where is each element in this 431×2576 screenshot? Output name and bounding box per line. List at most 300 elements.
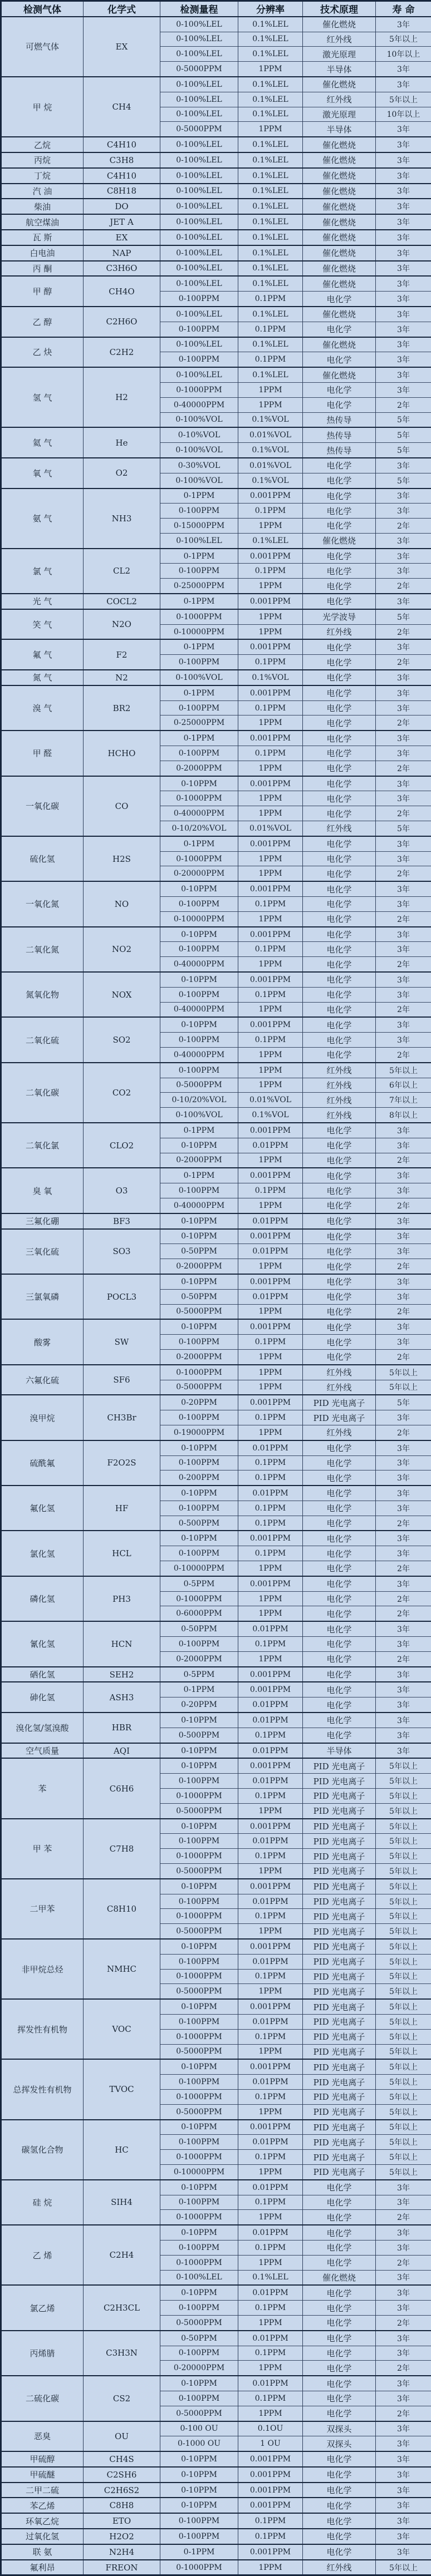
principle-cell: 红外线 (303, 821, 376, 836)
principle-cell: 电化学 (303, 564, 376, 579)
range-cell: 0-25000PPM (160, 715, 238, 731)
resolution-cell: 1PPM (238, 806, 303, 821)
range-cell: 0-50PPM (160, 1244, 238, 1259)
range-cell: 0-10PPM (160, 1713, 238, 1728)
principle-cell: 催化燃烧 (303, 533, 376, 548)
range-cell: 0-100PPM (160, 2135, 238, 2150)
principle-cell: 电化学 (303, 1501, 376, 1516)
lifespan-cell: 5年以上 (376, 2104, 431, 2119)
gas-name-cell: 氰化氢 (1, 1621, 84, 1666)
resolution-cell: 0.1PPM (238, 1335, 303, 1350)
principle-cell: 催化燃烧 (303, 199, 376, 214)
resolution-cell: 0.01PPM (238, 2285, 303, 2300)
table-row (1, 776, 431, 791)
resolution-cell: 0.001PPM (238, 927, 303, 942)
gas-name-cell: 乙 炔 (1, 337, 84, 368)
principle-cell: 红外线 (303, 1425, 376, 1440)
range-cell: 0-19000PPM (160, 1425, 238, 1440)
formula-cell: CS2 (84, 2376, 160, 2421)
range-cell: 0-10PPM (160, 1939, 238, 1954)
table-row (1, 2180, 431, 2195)
gas-name-cell: 硫酰氟 (1, 1440, 84, 1486)
range-cell: 0-100%VOL (160, 443, 238, 458)
principle-cell: 电化学 (303, 292, 376, 307)
principle-cell: 电化学 (303, 2451, 376, 2467)
resolution-cell: 1PPM (238, 624, 303, 639)
resolution-cell: 0.1PPM (238, 2195, 303, 2210)
principle-cell: 电化学 (303, 2467, 376, 2483)
resolution-cell: 0.01PPM (238, 1486, 303, 1501)
header-row (1, 1, 431, 17)
resolution-cell: 1PPM (238, 1984, 303, 1999)
resolution-cell: 0.1PPM (238, 322, 303, 337)
resolution-cell: 0.1%VOL (238, 1108, 303, 1123)
lifespan-cell: 5年以上 (376, 32, 431, 47)
principle-cell: 红外线 (303, 1365, 376, 1380)
resolution-cell: 0.01PPM (238, 1244, 303, 1259)
formula-cell: O2 (84, 458, 160, 488)
gas-name-cell: 氢 气 (1, 367, 84, 427)
principle-cell: PID 光电离子 (303, 1774, 376, 1789)
range-cell: 0-100PPM (160, 2391, 238, 2406)
range-cell: 0-40000PPM (160, 1198, 238, 1213)
resolution-cell: 1PPM (238, 2406, 303, 2421)
principle-cell: 催化燃烧 (303, 245, 376, 261)
range-cell: 0-100PPM (160, 1033, 238, 1048)
principle-cell: 电化学 (303, 2376, 376, 2391)
principle-cell: 电化学 (303, 911, 376, 926)
gas-name-cell: 非甲烷总烃 (1, 1939, 84, 1999)
resolution-cell: 0.01PPM (238, 1713, 303, 1728)
header-cell-formula: 化学式 (84, 1, 160, 17)
resolution-cell: 1PPM (238, 851, 303, 866)
resolution-cell: 0.1PPM (238, 1410, 303, 1425)
lifespan-cell: 2年 (376, 866, 431, 881)
principle-cell: 红外线 (303, 1380, 376, 1395)
gas-name-cell: 丙烷 (1, 152, 84, 168)
resolution-cell: 0.001PPM (238, 2467, 303, 2483)
range-cell: 0-10PPM (160, 2059, 238, 2074)
table-row (1, 488, 431, 504)
resolution-cell: 0.001PPM (238, 1758, 303, 1773)
resolution-cell: 1PPM (238, 715, 303, 731)
resolution-cell: 1PPM (238, 2560, 303, 2575)
principle-cell: 电化学 (303, 1183, 376, 1198)
lifespan-cell: 5年以上 (376, 2089, 431, 2104)
principle-cell: 催化燃烧 (303, 77, 376, 92)
gas-name-cell: 硅 烷 (1, 2180, 84, 2225)
table-row (1, 1713, 431, 1728)
formula-cell: H2 (84, 367, 160, 427)
range-cell: 0-10PPM (160, 2285, 238, 2300)
resolution-cell: 0.1%LEL (238, 230, 303, 245)
range-cell: 0-10000PPM (160, 2164, 238, 2179)
resolution-cell: 1PPM (238, 1078, 303, 1093)
principle-cell: 电化学 (303, 1470, 376, 1486)
range-cell: 0-2000PPM (160, 1153, 238, 1168)
lifespan-cell: 3年 (376, 1410, 431, 1425)
principle-cell: 电化学 (303, 1319, 376, 1334)
resolution-cell: 1PPM (238, 2315, 303, 2330)
lifespan-cell: 3年 (376, 2436, 431, 2451)
principle-cell: 电化学 (303, 488, 376, 504)
lifespan-cell: 3年 (376, 927, 431, 942)
gas-name-cell: 二甲苯 (1, 1879, 84, 1939)
range-cell: 0-10PPM (160, 881, 238, 896)
range-cell: 0-100%LEL (160, 367, 238, 382)
range-cell: 0-1000PPM (160, 851, 238, 866)
range-cell: 0-10PPM (160, 1319, 238, 1334)
lifespan-cell: 3年 (376, 1531, 431, 1546)
principle-cell: 电化学 (303, 2529, 376, 2544)
principle-cell: 电化学 (303, 655, 376, 670)
gas-name-cell: 甲 醛 (1, 731, 84, 776)
resolution-cell: 0.1PPM (238, 1969, 303, 1984)
lifespan-cell: 2年 (376, 1425, 431, 1440)
resolution-cell: 0.1%VOL (238, 670, 303, 685)
resolution-cell: 0.01PPM (238, 2376, 303, 2391)
principle-cell: 电化学 (303, 927, 376, 942)
lifespan-cell: 3年 (376, 1289, 431, 1304)
range-cell: 0-20000PPM (160, 866, 238, 881)
resolution-cell: 0.001PPM (238, 1017, 303, 1032)
header-cell-range: 检测量程 (160, 1, 238, 17)
principle-cell: 电化学 (303, 1667, 376, 1682)
table-row (1, 152, 431, 168)
range-cell: 0-1000PPM (160, 1969, 238, 1984)
range-cell: 0-1000PPM (160, 609, 238, 624)
table-row (1, 2285, 431, 2300)
gas-name-cell: 碳氢化合物 (1, 2120, 84, 2180)
formula-cell: He (84, 427, 160, 458)
range-cell: 0-1000PPM (160, 2210, 238, 2225)
gas-name-cell: 磷化氢 (1, 1576, 84, 1621)
principle-cell: 电化学 (303, 1229, 376, 1244)
resolution-cell: 0.1PPM (238, 746, 303, 761)
principle-cell: 催化燃烧 (303, 337, 376, 352)
formula-cell: SEH2 (84, 1667, 160, 1682)
range-cell: 0-100%LEL (160, 47, 238, 62)
range-cell: 0-100PPM (160, 1183, 238, 1198)
formula-cell: PH3 (84, 1576, 160, 1621)
resolution-cell: 1PPM (238, 1803, 303, 1818)
principle-cell: 电化学 (303, 2544, 376, 2560)
lifespan-cell: 3年 (376, 1274, 431, 1289)
range-cell: 0-2000PPM (160, 1349, 238, 1364)
resolution-cell: 0.001PPM (238, 488, 303, 504)
range-cell: 0-100PPM (160, 2301, 238, 2316)
range-cell: 0-5000PPM (160, 1380, 238, 1395)
range-cell: 0-40000PPM (160, 397, 238, 412)
gas-name-cell: 白电油 (1, 245, 84, 261)
range-cell: 0-10000PPM (160, 1561, 238, 1576)
table-row (1, 168, 431, 184)
gas-name-cell: 甲 烷 (1, 77, 84, 137)
lifespan-cell: 2年 (376, 1198, 431, 1213)
gas-name-cell: 联 氨 (1, 2544, 84, 2560)
table-row (1, 836, 431, 851)
range-cell: 0-10PPM (160, 1213, 238, 1229)
principle-cell: 电化学 (303, 1606, 376, 1621)
principle-cell: 半导体 (303, 122, 376, 137)
range-cell: 0-10PPM (160, 1274, 238, 1289)
range-cell: 0-1PPM (160, 639, 238, 654)
resolution-cell: 0.01PPM (238, 2135, 303, 2150)
gas-name-cell: 一氧化碳 (1, 776, 84, 836)
principle-cell: 电化学 (303, 1123, 376, 1138)
principle-cell: 电化学 (303, 2391, 376, 2406)
formula-cell: SO3 (84, 1229, 160, 1274)
formula-cell: C8H8 (84, 2498, 160, 2513)
range-cell: 0-100PPM (160, 1335, 238, 1350)
lifespan-cell: 3年 (376, 1682, 431, 1697)
principle-cell: PID 光电离子 (303, 1864, 376, 1879)
principle-cell: 电化学 (303, 957, 376, 972)
formula-cell: VOC (84, 1999, 160, 2059)
range-cell: 0-100PPM (160, 655, 238, 670)
principle-cell: 催化燃烧 (303, 137, 376, 152)
header-cell-resolution: 分辨率 (238, 1, 303, 17)
lifespan-cell: 3年 (376, 168, 431, 184)
range-cell: 0-100%VOL (160, 412, 238, 427)
resolution-cell: 0.001PPM (238, 1123, 303, 1138)
formula-cell: F2 (84, 639, 160, 670)
resolution-cell: 0.1%LEL (238, 92, 303, 107)
resolution-cell: 0.001PPM (238, 1819, 303, 1834)
range-cell: 0-20PPM (160, 1395, 238, 1410)
resolution-cell: 0.001PPM (238, 1939, 303, 1954)
formula-cell: N2O (84, 609, 160, 640)
lifespan-cell: 3年 (376, 1576, 431, 1591)
range-cell: 0-40000PPM (160, 957, 238, 972)
lifespan-cell: 3年 (376, 352, 431, 367)
principle-cell: 电化学 (303, 2285, 376, 2300)
range-cell: 0-1000PPM (160, 2560, 238, 2575)
resolution-cell: 0.1PPM (238, 292, 303, 307)
resolution-cell: 0.001PPM (238, 2498, 303, 2513)
resolution-cell: 0.001PPM (238, 2120, 303, 2135)
lifespan-cell: 3年 (376, 2483, 431, 2498)
header-cell-lifespan: 寿 命 (376, 1, 431, 17)
principle-cell: 热传导 (303, 427, 376, 442)
resolution-cell: 0.1PPM (238, 987, 303, 1002)
range-cell: 0-10PPM (160, 1999, 238, 2014)
range-cell: 0-100PPM (160, 1834, 238, 1849)
table-row (1, 1999, 431, 2014)
principle-cell: 催化燃烧 (303, 152, 376, 168)
lifespan-cell: 3年 (376, 1213, 431, 1229)
range-cell: 0-500PPM (160, 1728, 238, 1743)
range-cell: 0-100%LEL (160, 92, 238, 107)
lifespan-cell: 5年以上 (376, 2059, 431, 2074)
lifespan-cell: 2年 (376, 2361, 431, 2376)
principle-cell: 电化学 (303, 897, 376, 912)
resolution-cell: 0.01PPM (238, 1954, 303, 1969)
formula-cell: AQI (84, 1743, 160, 1759)
lifespan-cell: 3年 (376, 791, 431, 806)
range-cell: 0-1PPM (160, 731, 238, 746)
formula-cell: ASH3 (84, 1682, 160, 1713)
gas-name-cell: 总挥发性有机物 (1, 2059, 84, 2119)
principle-cell: PID 光电离子 (303, 1395, 376, 1410)
lifespan-cell: 3年 (376, 307, 431, 322)
range-cell: 0-100PPM (160, 1063, 238, 1078)
range-cell: 0-1PPM (160, 1123, 238, 1138)
principle-cell: PID 光电离子 (303, 1984, 376, 1999)
range-cell: 0-1000PPM (160, 1909, 238, 1924)
resolution-cell: 1PPM (238, 791, 303, 806)
gas-name-cell: 空气质量 (1, 1743, 84, 1759)
resolution-cell: 0.001PPM (238, 2451, 303, 2467)
resolution-cell: 1PPM (238, 761, 303, 776)
gas-name-cell: 环氧乙烷 (1, 2513, 84, 2529)
resolution-cell: 1PPM (238, 866, 303, 881)
lifespan-cell: 3年 (376, 62, 431, 77)
range-cell: 0-10PPM (160, 972, 238, 987)
lifespan-cell: 5年以上 (376, 2135, 431, 2150)
lifespan-cell: 5年以上 (376, 1819, 431, 1834)
resolution-cell: 1PPM (238, 382, 303, 397)
range-cell: 0-1PPM (160, 1682, 238, 1697)
range-cell: 0-2000PPM (160, 1259, 238, 1274)
range-cell: 0-100PPM (160, 2529, 238, 2544)
lifespan-cell: 5年以上 (376, 1954, 431, 1969)
resolution-cell: 0.1PPM (238, 1501, 303, 1516)
table-row (1, 1168, 431, 1183)
gas-name-cell: 光 气 (1, 594, 84, 609)
lifespan-cell: 5年以上 (376, 1909, 431, 1924)
resolution-cell: 1PPM (238, 397, 303, 412)
lifespan-cell: 2年 (376, 1591, 431, 1606)
lifespan-cell: 5年以上 (376, 1789, 431, 1804)
range-cell: 0-10PPM (160, 2483, 238, 2498)
lifespan-cell: 3年 (376, 504, 431, 519)
resolution-cell: 1PPM (238, 911, 303, 926)
table-row (1, 427, 431, 442)
principle-cell: PID 光电离子 (303, 1758, 376, 1773)
lifespan-cell: 3年 (376, 1244, 431, 1259)
principle-cell: 电化学 (303, 1531, 376, 1546)
lifespan-cell: 3年 (376, 972, 431, 987)
table-row (1, 1576, 431, 1591)
lifespan-cell: 3年 (376, 199, 431, 214)
resolution-cell: 0.1PPM (238, 2301, 303, 2316)
principle-cell: 光学波导 (303, 609, 376, 624)
formula-cell: OU (84, 2421, 160, 2452)
lifespan-cell: 3年 (376, 594, 431, 609)
table-row (1, 199, 431, 214)
table-row (1, 261, 431, 277)
range-cell: 0-30%VOL (160, 458, 238, 473)
resolution-cell: 0.1%LEL (238, 214, 303, 230)
range-cell: 0-1000PPM (160, 1591, 238, 1606)
range-cell: 0-1PPM (160, 2544, 238, 2560)
lifespan-cell: 3年 (376, 2467, 431, 2483)
principle-cell: 电化学 (303, 836, 376, 851)
table-row (1, 2376, 431, 2391)
formula-cell: EX (84, 17, 160, 77)
resolution-cell: 0.01%VOL (238, 1093, 303, 1108)
resolution-cell: 0.01PPM (238, 2075, 303, 2090)
resolution-cell: 0.1PPM (238, 352, 303, 367)
resolution-cell: 0.01%VOL (238, 821, 303, 836)
resolution-cell: 1PPM (238, 2210, 303, 2225)
range-cell: 0-1000PPM (160, 1365, 238, 1380)
resolution-cell: 1PPM (238, 1063, 303, 1078)
range-cell: 0-1000 OU (160, 2436, 238, 2451)
range-cell: 0-1PPM (160, 836, 238, 851)
formula-cell: CH4 (84, 77, 160, 137)
principle-cell: 催化燃烧 (303, 307, 376, 322)
table-row (1, 1939, 431, 1954)
principle-cell: 电化学 (303, 549, 376, 564)
lifespan-cell: 3年 (376, 261, 431, 277)
resolution-cell: 0.1%LEL (238, 184, 303, 199)
range-cell: 0-5000PPM (160, 1984, 238, 1999)
table-row (1, 1743, 431, 1759)
range-cell: 0-15000PPM (160, 519, 238, 534)
principle-cell: 电化学 (303, 851, 376, 866)
resolution-cell: 0.1%LEL (238, 367, 303, 382)
principle-cell: 双探头 (303, 2436, 376, 2451)
formula-cell: H2O2 (84, 2529, 160, 2544)
lifespan-cell: 3年 (376, 670, 431, 685)
lifespan-cell: 5年以上 (376, 2044, 431, 2059)
formula-cell: DO (84, 199, 160, 214)
gas-name-cell: 酸雾 (1, 1319, 84, 1364)
resolution-cell: 0.1%LEL (238, 533, 303, 548)
resolution-cell: 0.1PPM (238, 1455, 303, 1470)
gas-name-cell: 三氯氧磷 (1, 1274, 84, 1319)
resolution-cell: 0.1%LEL (238, 261, 303, 277)
resolution-cell: 0.1%LEL (238, 77, 303, 92)
lifespan-cell: 3年 (376, 2544, 431, 2560)
lifespan-cell: 3年 (376, 367, 431, 382)
lifespan-cell: 2年 (376, 2210, 431, 2225)
formula-cell: C4H10 (84, 168, 160, 184)
formula-cell: C3H3N (84, 2331, 160, 2376)
principle-cell: PID 光电离子 (303, 1924, 376, 1939)
lifespan-cell: 3年 (376, 17, 431, 32)
gas-name-cell: 可燃气体 (1, 17, 84, 77)
lifespan-cell: 5年以上 (376, 1894, 431, 1909)
formula-cell: C2H3CL (84, 2285, 160, 2330)
range-cell: 0-10PPM (160, 1017, 238, 1032)
table-row (1, 307, 431, 322)
range-cell: 0-1000PPM (160, 1789, 238, 1804)
principle-cell: PID 光电离子 (303, 1834, 376, 1849)
lifespan-cell: 5年以上 (376, 1999, 431, 2014)
range-cell: 0-500PPM (160, 1516, 238, 1531)
principle-cell: 电化学 (303, 1546, 376, 1561)
lifespan-cell: 3年 (376, 1713, 431, 1728)
principle-cell: 电化学 (303, 700, 376, 715)
lifespan-cell: 2年 (376, 1561, 431, 1576)
formula-cell: HBR (84, 1713, 160, 1743)
range-cell: 0-100%VOL (160, 1108, 238, 1123)
resolution-cell: 0.1PPM (238, 2346, 303, 2361)
formula-cell: BR2 (84, 685, 160, 731)
table-row (1, 367, 431, 382)
formula-cell: CH4O (84, 276, 160, 307)
lifespan-cell: 5年以上 (376, 1834, 431, 1849)
range-cell: 0-100PPM (160, 2075, 238, 2090)
resolution-cell: 0.1%LEL (238, 307, 303, 322)
resolution-cell: 1PPM (238, 1349, 303, 1364)
table-row (1, 1682, 431, 1697)
range-cell: 0-100PPM (160, 322, 238, 337)
resolution-cell: 0.001PPM (238, 1667, 303, 1682)
